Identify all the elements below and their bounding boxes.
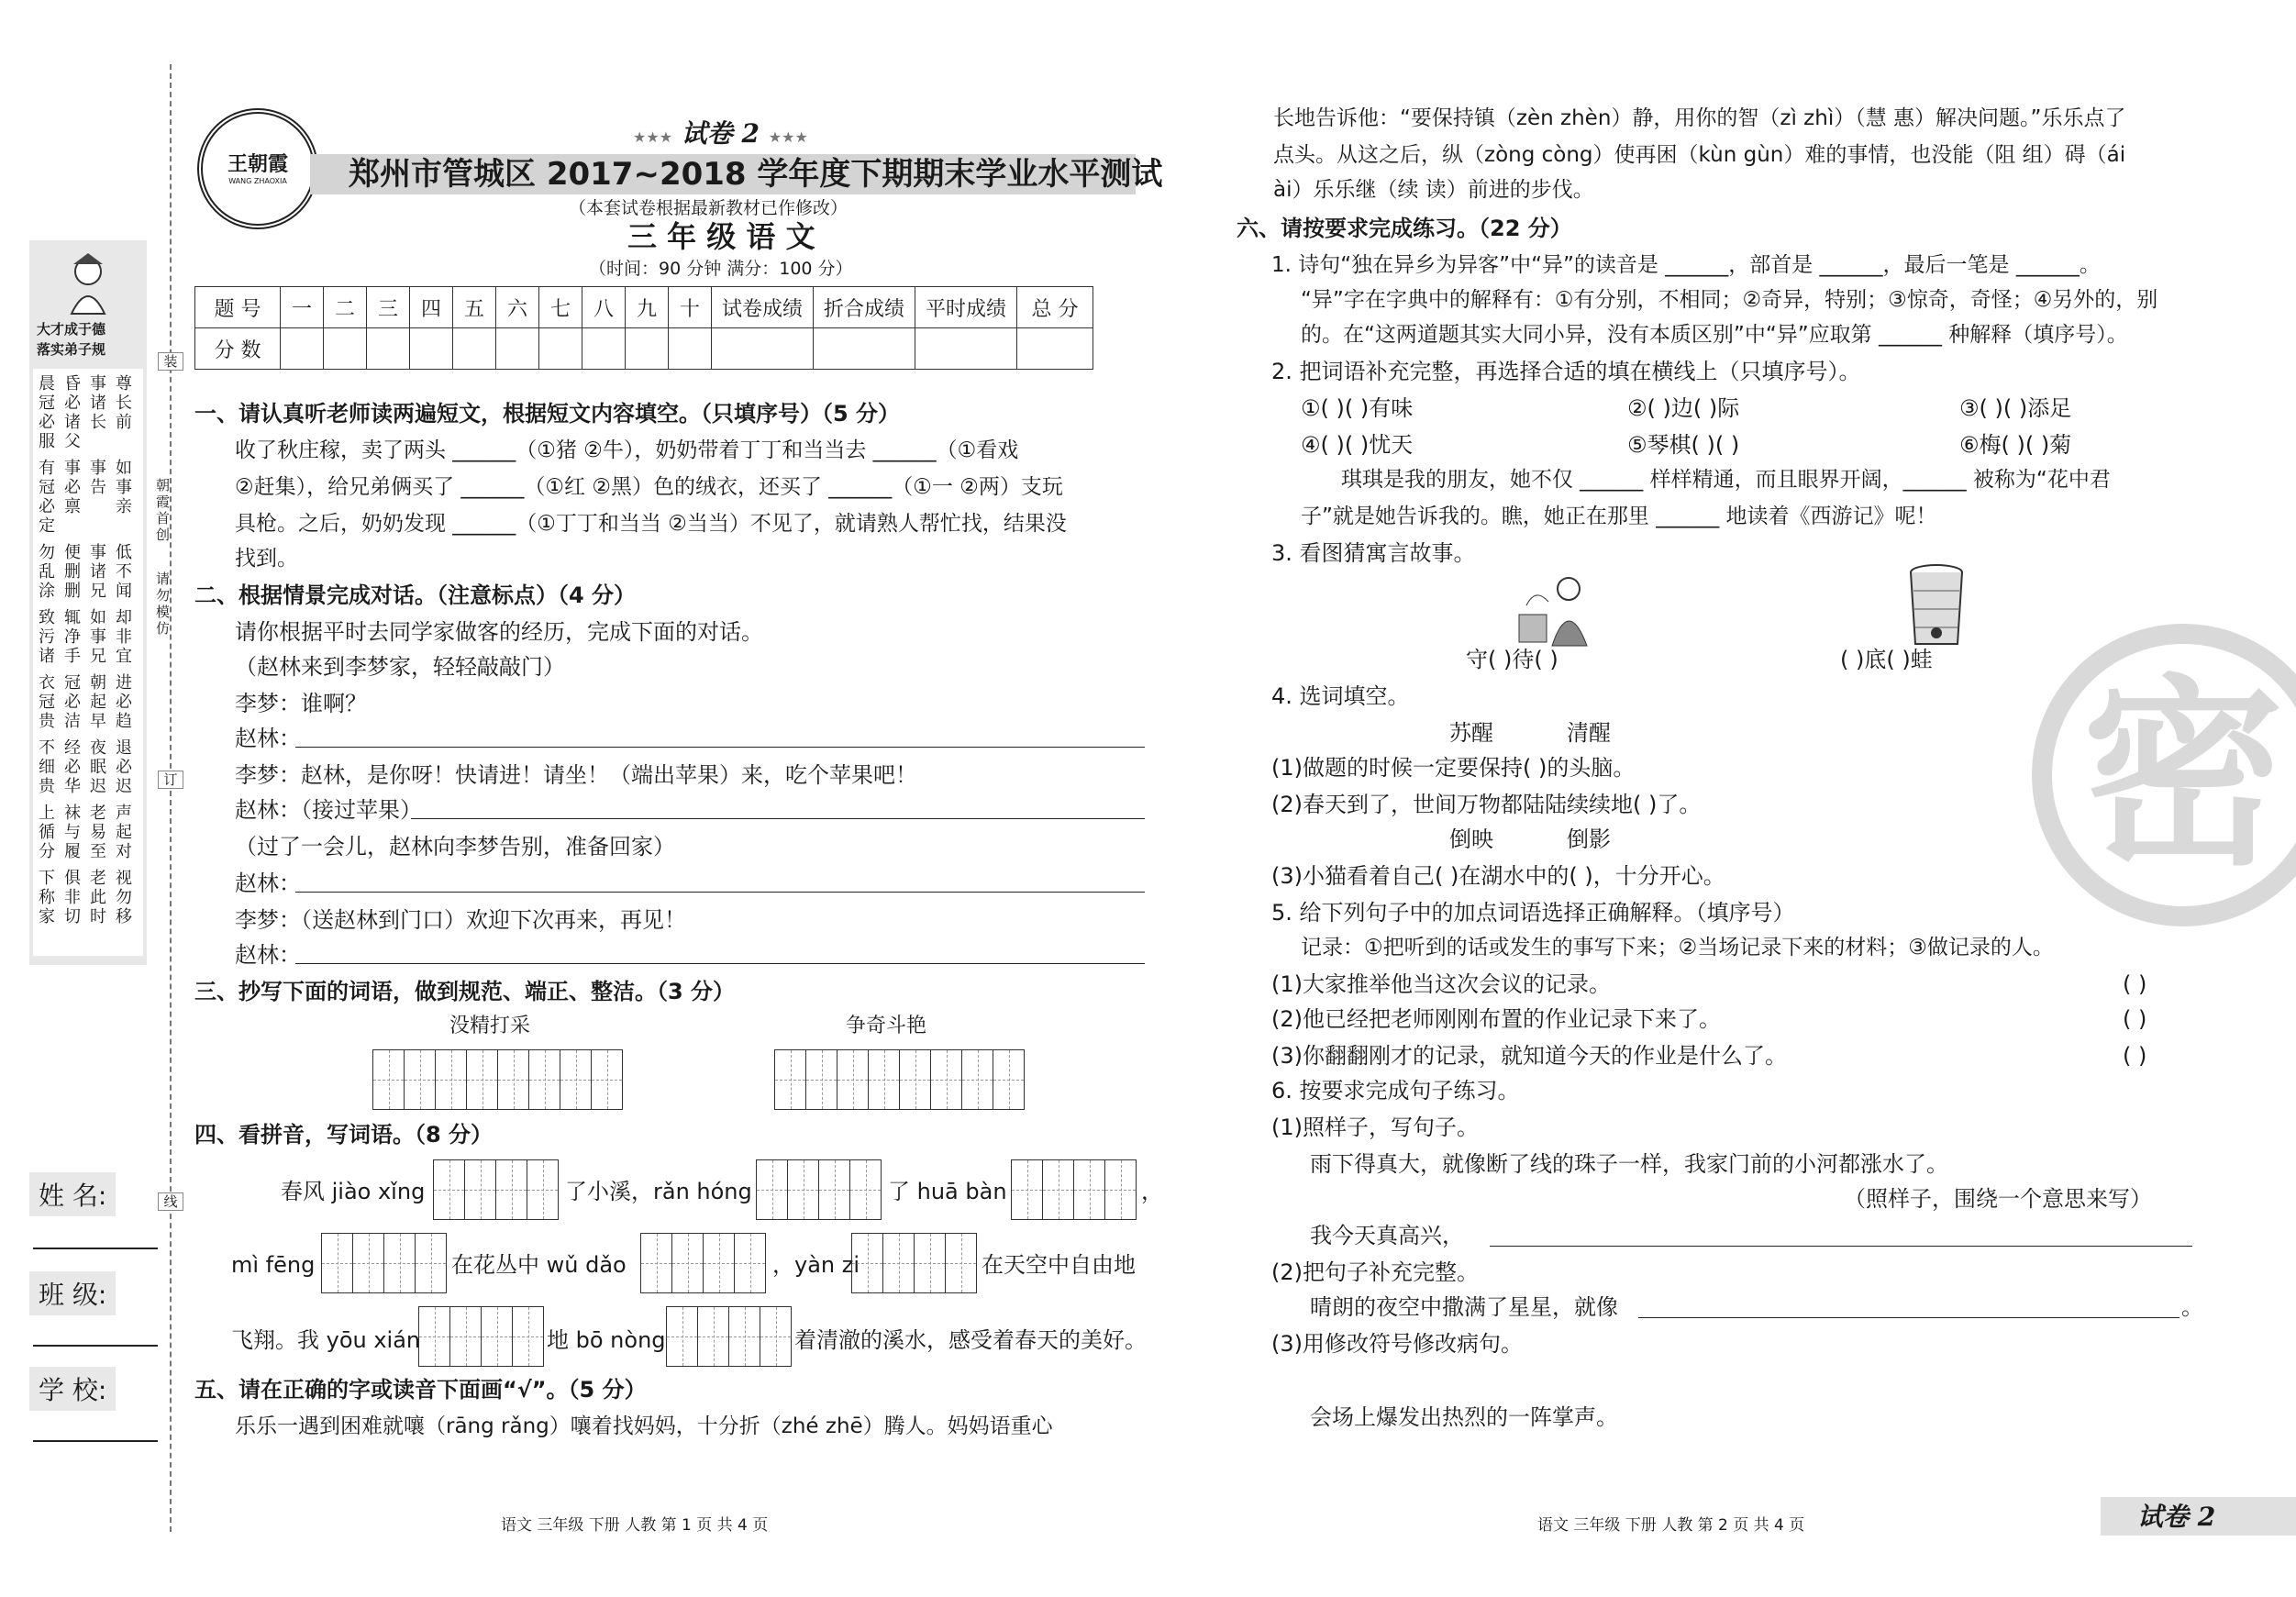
rule-col: 下称家 <box>39 869 55 926</box>
q5-definition: 记录：①把听到的话或发生的事写下来；②当场记录下来的材料；③做记录的人。 <box>1301 936 2054 959</box>
q6-start: 我今天真高兴， <box>1310 1223 1464 1248</box>
pinyin-text: 了小溪，rǎn hóng <box>565 1179 752 1204</box>
dialog-line: （过了一会儿，赵林向李梦告别，准备回家） <box>235 834 675 859</box>
pinyin-grid[interactable] <box>433 1159 559 1220</box>
section-5-line: 点头。从这之后，纵（zòng còng）使再困（kùn gùn）难的事情，也没能（阻 组）碍（ái <box>1273 143 2126 167</box>
page-title: 郑州市管城区 2017~2018 学年度下期期末学业水平测试 <box>349 156 1163 193</box>
pinyin-text: 了 huā bàn <box>888 1179 1007 1204</box>
pinyin-text: 着清澈的溪水，感受着春天的美好。 <box>794 1327 1147 1353</box>
q5-answer-paren[interactable]: ( ) <box>2123 1043 2147 1069</box>
motto-1: 大才成于德 <box>37 321 106 338</box>
dialog-line: 李梦：赵林，是你呀！快请进！请坐！（端出苹果）来，吃个苹果吧！ <box>235 762 917 788</box>
table-header-cell: 三 <box>367 287 410 328</box>
section-2-title: 二、根据情景完成对话。（注意标点）（4 分） <box>194 582 637 608</box>
table-header-cell: 八 <box>582 287 626 328</box>
rule-col: 尊长前 <box>116 374 132 432</box>
rule-col: 事诸长 <box>90 374 106 432</box>
table-header-cell: 十 <box>669 287 712 328</box>
pinyin-text: mì fēng <box>231 1252 316 1278</box>
fold-label: 装 <box>158 352 183 371</box>
footer-badge: 试卷 2 <box>2137 1502 2216 1532</box>
q2-item: ④( )( )忧天 <box>1301 432 1414 458</box>
table-header-cell: 五 <box>453 287 496 328</box>
q5-answer-paren[interactable]: ( ) <box>2123 1006 2147 1032</box>
rule-col: 老此时 <box>90 869 106 926</box>
pinyin-grid[interactable] <box>1011 1159 1137 1220</box>
rule-col: 上循分 <box>39 804 55 861</box>
rule-col: 事告 <box>90 459 106 497</box>
rule-col: 老易至 <box>90 804 106 861</box>
score-cell[interactable] <box>281 328 324 370</box>
section-5-line: 长地告诉他：“要保持镇（zèn zhèn）静，用你的智（zì zhì）（慧 惠）解决问题。”乐乐点了 <box>1273 106 2126 130</box>
pinyin-grid[interactable] <box>418 1306 544 1367</box>
q2-title: 2. 把词语补充完整，再选择合适的填在横线上（只填序号）。 <box>1271 359 1861 384</box>
side-credit: 朝霞首创 <box>156 477 171 543</box>
rule-col: 朝起早 <box>90 673 106 731</box>
q6-start: 晴朗的夜空中撒满了星星，就像 <box>1310 1294 1618 1320</box>
score-cell[interactable] <box>626 328 669 370</box>
q6-example: 雨下得真大，就像断了线的珠子一样，我家门前的小河都涨水了。 <box>1310 1151 1948 1177</box>
rule-col: 经必华 <box>64 738 81 796</box>
q2-item: ②( )边( )际 <box>1627 395 1740 421</box>
table-header-cell: 九 <box>626 287 669 328</box>
rule-col: 辄净手 <box>64 608 81 666</box>
rule-col: 低不闻 <box>116 543 132 601</box>
school-label: 学 校: <box>29 1367 116 1411</box>
class-label: 班 级: <box>29 1271 116 1315</box>
q4-sentence: (2)春天到了，世间万物都陆陆续续地( )了。 <box>1271 792 1702 817</box>
q4-sentence: (3)小猫看着自己( )在湖水中的( )，十分开心。 <box>1271 863 1725 889</box>
writing-grid[interactable] <box>372 1049 623 1110</box>
section-1-title: 一、请认真听老师读两遍短文，根据短文内容填空。（只填序号）（5 分） <box>194 401 901 427</box>
rule-col: 衣冠贵 <box>39 673 55 731</box>
logo-text: 王朝霞 <box>227 153 288 176</box>
section-5-title: 五、请在正确的字或读音下面画“√”。（5 分） <box>194 1377 647 1403</box>
answer-line[interactable] <box>295 963 1145 964</box>
dialog-line: 赵林： <box>235 871 301 896</box>
pinyin-grid[interactable] <box>666 1306 792 1367</box>
score-cell[interactable] <box>814 328 915 370</box>
pinyin-text: 地 bō nòng <box>547 1327 666 1353</box>
answer-line[interactable] <box>1638 1317 2180 1318</box>
rule-col: 退必迟 <box>116 738 132 796</box>
q5-sentence: (1)大家推举他当这次会议的记录。 <box>1271 971 1611 997</box>
fold-label: 线 <box>158 1192 183 1211</box>
table-header-cell: 试卷成绩 <box>712 287 814 328</box>
table-header-cell: 总 分 <box>1017 287 1093 328</box>
logo-sub: WANG ZHAOXIA <box>228 177 287 185</box>
q6-sub: (1)照样子，写句子。 <box>1271 1115 1479 1140</box>
answer-line[interactable] <box>295 747 1145 748</box>
pinyin-text: ，yàn zi <box>772 1252 860 1278</box>
rule-col: 俱非切 <box>64 869 81 926</box>
rule-col: 如事亲 <box>116 459 132 516</box>
rule-col: 袜与履 <box>64 804 81 861</box>
rule-col: 勿乱涂 <box>39 543 55 601</box>
rule-col: 夜眠迟 <box>90 738 106 796</box>
pinyin-text: 在天空中自由地 <box>982 1252 1136 1278</box>
side-credit: 请勿模仿 <box>156 571 171 637</box>
copy-word-2: 争奇斗艳 <box>846 1015 927 1037</box>
q2-item: ①( )( )有味 <box>1301 395 1414 421</box>
section-4-title: 四、看拼音，写词语。（8 分） <box>194 1122 494 1148</box>
frog-well-picture <box>1904 563 1969 648</box>
q5-title: 5. 给下列句子中的加点词语选择正确解释。（填序号） <box>1271 900 1795 926</box>
table-header-cell: 七 <box>539 287 582 328</box>
q6-sub: (2)把句子补充完整。 <box>1271 1259 1479 1285</box>
dialog-line: （赵林来到李梦家，轻轻敲敲门） <box>235 654 565 680</box>
score-cell[interactable] <box>915 328 1017 370</box>
school-field[interactable] <box>33 1440 158 1442</box>
score-cell[interactable] <box>496 328 539 370</box>
answer-line[interactable] <box>295 892 1145 893</box>
name-label: 姓 名: <box>29 1172 116 1216</box>
dialog-line: 赵林：（接过苹果） <box>235 797 422 823</box>
section-1-line: ②赶集），给兄弟俩买了 ______（①红 ②黑）色的绒衣，还买了 ______（①一 ②两）支玩 <box>235 475 1063 499</box>
section-5-line: ài）乐乐继（续 读）前进的步伐。 <box>1273 178 1594 202</box>
star-icon: ★★★ <box>768 128 808 146</box>
rule-col: 进必趋 <box>116 673 132 731</box>
score-table-row <box>195 328 1093 370</box>
rabbit-stump-picture <box>1517 569 1592 648</box>
q4-word: 倒影 <box>1567 826 1611 852</box>
rule-col: 不细贵 <box>39 738 55 796</box>
table-header-cell: 折合成绩 <box>814 287 915 328</box>
pinyin-text: 春风 jiào xǐng <box>281 1179 426 1204</box>
rule-col: 如事兄 <box>90 608 106 666</box>
q4-word: 清醒 <box>1567 720 1611 746</box>
logo <box>197 108 318 229</box>
footer-left: 语文 三年级 下册 人教 第 1 页 共 4 页 <box>501 1516 769 1535</box>
score-table-header-row <box>195 287 1093 328</box>
score-cell[interactable] <box>582 328 626 370</box>
revision-note: （本套试卷根据最新教材已作修改） <box>569 198 849 218</box>
dialog-line: 赵林： <box>235 726 301 751</box>
q1-line: 的。在“这两道题其实大同小异，没有本质区别”中“异”应取第 ______ 种解释（填序号）。 <box>1301 323 2128 347</box>
rule-col: 声起对 <box>116 804 132 861</box>
table-header-cell: 六 <box>496 287 539 328</box>
table-header-cell: 一 <box>281 287 324 328</box>
q6-sentence: 会场上爆发出热烈的一阵掌声。 <box>1310 1404 1618 1430</box>
q2-item: ⑤琴棋( )( ) <box>1627 432 1740 458</box>
footer-right: 语文 三年级 下册 人教 第 2 页 共 4 页 <box>1537 1516 1805 1535</box>
header-badge-text: 试卷 2 <box>681 118 760 149</box>
q2-para: 子”就是她告诉我的。瞧，她正在那里 ______ 地读着《西游记》呢！ <box>1301 505 1937 528</box>
dialog-line: 请你根据平时去同学家做客的经历，完成下面的对话。 <box>235 619 763 645</box>
score-table <box>194 286 1093 370</box>
star-icon: ★★★ <box>633 128 673 146</box>
q6-title: 6. 按要求完成句子练习。 <box>1271 1078 1520 1103</box>
section-1-line: 具枪。之后，奶奶发现 ______（①丁丁和当当 ②当当）不见了，就请熟人帮忙找，结果没 <box>235 512 1067 536</box>
fold-label: 订 <box>158 771 183 789</box>
dialog-line: 李梦：（送赵林到门口）欢迎下次再来，再见！ <box>235 907 686 933</box>
pinyin-grid[interactable] <box>851 1233 977 1293</box>
section-5-line: 乐乐一遇到困难就嚷（rāng rǎng）嚷着找妈妈，十分折（zhé zhē）腾人。妈妈语重心 <box>235 1414 1053 1438</box>
q3-answer: ( )底( )蛙 <box>1840 647 1933 672</box>
q5-answer-paren[interactable]: ( ) <box>2123 971 2147 997</box>
q5-sentence: (3)你翻翻刚才的记录，就知道今天的作业是什么了。 <box>1271 1043 1787 1069</box>
binding-line <box>170 64 172 1532</box>
rule-col: 事必禀 <box>64 459 81 516</box>
rule-col: 昏必诸父 <box>64 374 81 451</box>
q3-title: 3. 看图猜寓言故事。 <box>1271 540 1476 566</box>
rule-col: 致污诸 <box>39 608 55 666</box>
section-1-line: 找到。 <box>235 547 298 571</box>
rule-col: 却非宜 <box>116 608 132 666</box>
header-badge <box>633 114 808 150</box>
writing-grid[interactable] <box>774 1049 1025 1110</box>
period-mark: 。 <box>2181 1294 2203 1320</box>
table-header-cell: 平时成绩 <box>915 287 1017 328</box>
score-cell[interactable] <box>324 328 367 370</box>
rules-columns <box>35 374 141 926</box>
rule-col: 晨冠必服 <box>39 374 55 451</box>
table-header-cell: 二 <box>324 287 367 328</box>
table-header-cell: 题 号 <box>195 287 281 328</box>
q2-item: ③( )( )添足 <box>1959 395 2072 421</box>
q2-para: 琪琪是我的朋友，她不仅 ______ 样样精通，而且眼界开阔，______ 被称为“花中君 <box>1341 468 2111 492</box>
score-cell[interactable] <box>539 328 582 370</box>
q4-word: 倒映 <box>1449 826 1493 852</box>
score-cell[interactable] <box>367 328 410 370</box>
section-6-title: 六、请按要求完成练习。（22 分） <box>1237 216 1572 241</box>
q4-word: 苏醒 <box>1449 720 1493 746</box>
q3-answer: 守( )待( ) <box>1466 647 1558 672</box>
answer-line[interactable] <box>411 818 1145 819</box>
name-field[interactable] <box>33 1248 158 1249</box>
exam-time: （时间：90 分钟 满分：100 分） <box>589 259 853 279</box>
section-1-line: 收了秋庄稼，卖了两头 ______（①猪 ②牛），奶奶带着丁丁和当当去 ______（①看戏 <box>235 438 1019 462</box>
class-field[interactable] <box>33 1345 158 1347</box>
motto-2: 落实弟子规 <box>37 341 106 358</box>
rule-col: 视勿移 <box>116 869 132 926</box>
answer-line[interactable] <box>1490 1246 2192 1247</box>
q6-hint: （照样子，围绕一个意思来写） <box>1844 1186 2152 1212</box>
q5-sentence: (2)他已经把老师刚刚布置的作业记录下来了。 <box>1271 1006 1721 1032</box>
table-header-cell: 四 <box>410 287 453 328</box>
pinyin-grid[interactable] <box>321 1233 447 1293</box>
pinyin-text: 飞翔。我 yōu xián <box>231 1327 421 1353</box>
q1-line: “异”字在字典中的解释有：①有分别，不相同；②奇异，特别；③惊奇，奇怪；④另外的，别 <box>1301 288 2158 312</box>
subject-title: 三 年 级 语 文 <box>627 219 815 254</box>
table-row-label: 分 数 <box>195 328 281 370</box>
dialog-line: 李梦：谁啊？ <box>235 691 367 716</box>
q1-line: 1. 诗句“独在异乡为异客”中“异”的读音是 ______，部首是 ______，最后一笔是 ______。 <box>1271 253 2101 277</box>
q6-sub: (3)用修改符号修改病句。 <box>1271 1331 1523 1357</box>
score-cell[interactable] <box>712 328 814 370</box>
q4-sentence: (1)做题的时候一定要保持( )的头脑。 <box>1271 755 1636 781</box>
rule-col: 便删删 <box>64 543 81 601</box>
rule-col: 有冠必定 <box>39 459 55 536</box>
rule-col: 冠必洁 <box>64 673 81 731</box>
mascot-icon <box>61 251 116 316</box>
q4-title: 4. 选词填空。 <box>1271 683 1410 709</box>
rule-col: 事诸兄 <box>90 543 106 601</box>
section-3-title: 三、抄写下面的词语，做到规范、端正、整洁。（3 分） <box>194 979 736 1004</box>
confidential-stamp: 密 <box>2032 624 2296 926</box>
score-cell[interactable] <box>669 328 712 370</box>
score-cell[interactable] <box>1017 328 1093 370</box>
q2-item: ⑥梅( )( )菊 <box>1959 432 2072 458</box>
pinyin-grid[interactable] <box>640 1233 766 1293</box>
dialog-line: 赵林： <box>235 942 301 968</box>
score-cell[interactable] <box>453 328 496 370</box>
pinyin-text: ， <box>1141 1179 1163 1204</box>
pinyin-text: 在花丛中 wǔ dǎo <box>451 1252 627 1278</box>
pinyin-grid[interactable] <box>756 1159 882 1220</box>
copy-word-1: 没精打采 <box>449 1015 531 1037</box>
score-cell[interactable] <box>410 328 453 370</box>
